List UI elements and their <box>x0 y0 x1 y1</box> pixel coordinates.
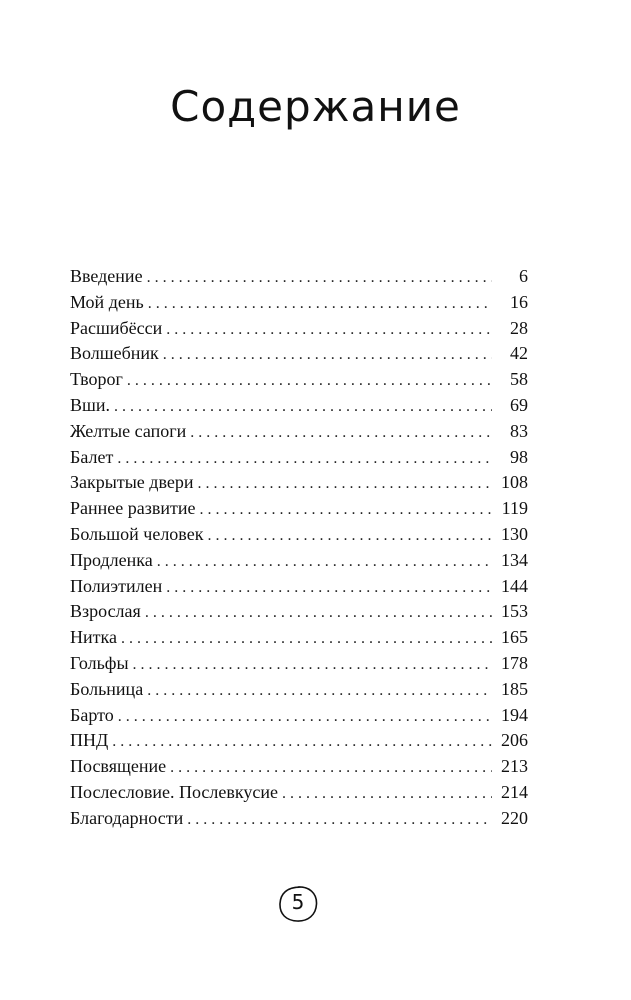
toc-entry <box>70 290 528 316</box>
toc-entry <box>70 677 528 703</box>
toc-entry <box>70 470 528 496</box>
toc-dot-leader <box>163 342 492 368</box>
toc-dot-leader <box>170 755 492 781</box>
toc-dot-leader <box>157 549 492 575</box>
toc-entry-page: 144 <box>501 575 528 596</box>
toc-entry <box>70 780 528 806</box>
toc-dot-leader <box>133 652 492 678</box>
toc-entry <box>70 445 528 471</box>
toc-entry <box>70 599 528 625</box>
toc-entry-page: 119 <box>501 498 528 519</box>
toc-dot-leader <box>118 704 492 730</box>
toc-dot-leader <box>197 471 492 497</box>
toc-dot-leader <box>117 446 492 472</box>
toc-dot-leader <box>199 497 492 523</box>
toc-entry-title: Благодарности <box>70 807 184 828</box>
toc-entry-page: 206 <box>501 730 528 751</box>
toc-entry-page: 220 <box>501 807 528 828</box>
toc-entry-title: Нитка <box>70 627 117 648</box>
toc-entry-title: Введение <box>70 266 143 286</box>
toc-entry-title: Послесловие. Послевкусие <box>70 781 278 802</box>
toc-entry-title: Балет <box>70 446 114 467</box>
toc-dot-leader <box>112 729 492 755</box>
toc-entry-page: 69 <box>510 394 528 415</box>
toc-dot-leader <box>147 265 492 291</box>
toc-entry <box>70 548 528 574</box>
toc-entry-title: Больница <box>70 678 144 699</box>
toc-dot-leader <box>121 626 492 652</box>
toc-dot-leader <box>207 523 492 549</box>
toc-entry-page: 165 <box>501 627 528 648</box>
toc-entry-page: 28 <box>510 317 528 338</box>
toc-entry-page: 153 <box>501 601 528 622</box>
toc-entry <box>70 496 528 522</box>
toc-entry-page: 213 <box>501 756 528 777</box>
table-of-contents <box>70 264 528 832</box>
toc-entry <box>70 754 528 780</box>
toc-dot-leader <box>282 781 492 807</box>
page-number: 5 <box>291 890 305 914</box>
toc-entry-page: 83 <box>510 420 528 441</box>
toc-dot-leader <box>166 317 492 343</box>
toc-entry-title: Барто <box>70 704 114 725</box>
toc-entry <box>70 393 528 419</box>
toc-dot-leader <box>147 678 492 704</box>
toc-entry-title: Волшебник <box>70 343 159 364</box>
toc-entry-page: 58 <box>510 369 528 390</box>
toc-entry-title: Большой человек <box>70 523 204 544</box>
page-number-badge <box>276 884 320 924</box>
toc-dot-leader <box>148 291 492 317</box>
toc-entry <box>70 651 528 677</box>
toc-entry-page: 98 <box>510 446 528 467</box>
toc-entry <box>70 316 528 342</box>
toc-entry-page: 16 <box>510 291 528 312</box>
toc-entry-title: Посвящение <box>70 756 167 777</box>
toc-entry-title: Вши. <box>70 394 110 415</box>
toc-entry <box>70 625 528 651</box>
toc-entry <box>70 703 528 729</box>
toc-entry-title: Раннее развитие <box>70 498 196 519</box>
toc-entry-page: 42 <box>510 343 528 364</box>
toc-entry-title: Гольфы <box>70 652 129 673</box>
toc-entry <box>70 728 528 754</box>
toc-entry-page: 185 <box>501 678 528 699</box>
toc-entry <box>70 522 528 548</box>
toc-dot-leader <box>187 807 492 833</box>
toc-dot-leader <box>190 420 492 446</box>
toc-entry-title: Расшибёсси <box>70 317 163 338</box>
toc-entry-title: Взрослая <box>70 601 141 622</box>
toc-dot-leader <box>114 394 492 420</box>
toc-entry <box>70 419 528 445</box>
toc-entry <box>70 341 528 367</box>
toc-entry-page: 194 <box>501 704 528 725</box>
toc-entry <box>70 367 528 393</box>
toc-entry-title: Мой день <box>70 291 144 312</box>
toc-entry-title: Желтые сапоги <box>70 420 187 441</box>
toc-entry <box>70 574 528 600</box>
toc-entry-title: Полиэтилен <box>70 575 163 596</box>
toc-entry-page: 108 <box>501 472 528 493</box>
toc-dot-leader <box>145 600 492 626</box>
toc-entry-title: Творог <box>70 369 123 390</box>
page-title: Содержание <box>170 82 461 131</box>
toc-entry-page: 214 <box>501 781 528 802</box>
toc-entry <box>70 264 528 290</box>
toc-dot-leader <box>166 575 492 601</box>
toc-entry-page: 130 <box>501 523 528 544</box>
toc-entry-title: Продленка <box>70 549 153 570</box>
toc-dot-leader <box>127 368 492 394</box>
toc-entry-page: 134 <box>501 549 528 570</box>
toc-entry-page: 178 <box>501 652 528 673</box>
toc-entry-page: 6 <box>519 266 528 286</box>
toc-entry <box>70 806 528 832</box>
toc-entry-title: ПНД <box>70 730 109 751</box>
toc-entry-title: Закрытые двери <box>70 472 194 493</box>
